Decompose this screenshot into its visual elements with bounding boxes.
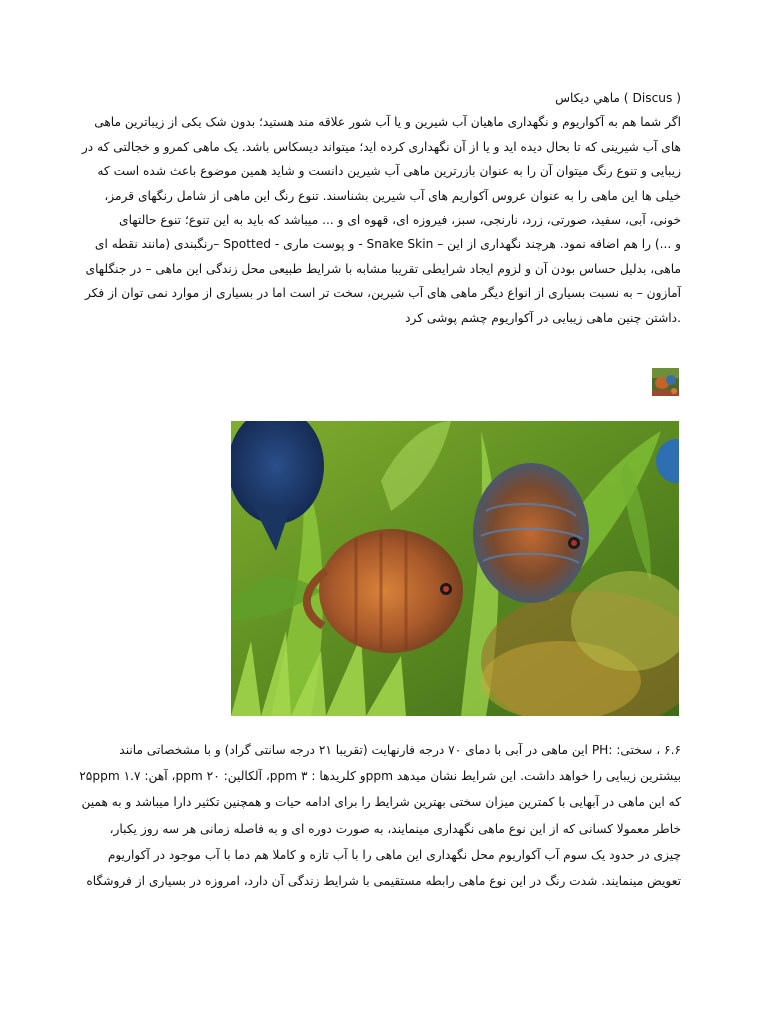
water-conditions-text-block — [79, 737, 681, 894]
paragraph-line: .داشتن چنین ماهی زیبایی در آکواریوم چشم پوشی کرد — [405, 310, 681, 325]
paragraph-line: بیشترین زیبایی را خواهد داشت. این شرایط نشان میدهد ppmو کلریدها : ۳ ppm، آلکالین: ۲۰ ppm، آهن: ۱.۷ ۲۵ppm — [79, 769, 681, 784]
paragraph-line: خونی، آبی، سفید، صورتی، زرد، نارنجی، سبز، فیروزه ای، قهوه ای و ... میباشد که باید به این تنوع؛ تنوع حالتهای — [119, 212, 681, 227]
paragraph-line: تعویض مینمایند. شدت رنگ در این نوع ماهی رابطه مستقیمی با شرایط زندگی آن دارد، امروزه در بسیاری از فروشگاه — [86, 873, 681, 888]
paragraph-line: و ...) را هم اضافه نمود. هرچند نگهداری از این – Snake Skin - و پوست ماری - Spotted –رنگبندی (مانند نقطه ای — [94, 237, 681, 252]
paragraph-line: زیبایی و تنوع رنگ میتوان آن را به عنوان بازرترین ماهی آب شیرین دانست و شاید همین موضوع باعث شده است که — [97, 164, 681, 179]
paragraph-line: آمازون – به نسبت بسیاری از انواع دیگر ماهی های آب شیرین، سخت تر است اما در بسیاری از موارد نمی توان از فکر — [84, 286, 681, 301]
paragraph-line: خاطر معمولا کسانی که از این نوع ماهی نگهداری مینمایند، به صورت دوره ای و به فاصله زمانی هر سه روز یکبار، — [109, 821, 681, 836]
document-title: ( Discus ) ماهي ديكاس — [555, 91, 681, 105]
paragraph-line: چیزی در حدود یک سوم آب آکواریوم محل نگهداری این ماهی را با آب تازه و کاملا هم دما با آب موجود در آکواریوم — [107, 847, 681, 862]
paragraph-line: های آب شیرینی که تا بحال دیده اید و یا از آن نگهداری کرده اید؛ میتواند دیسکاس باشد. یک ماهی کمرو و خجالتی که در — [81, 139, 681, 154]
intro-text-block — [81, 86, 681, 330]
paragraph-line: خیلی ها این ماهی را به عنوان عروس آکواریم های آب شیرین بشناسند. تنوع رنگ این ماهی از شامل رنگهای قرمز، — [104, 188, 681, 203]
paragraph-line: ۶.۶ ، سختی: :PH این ماهی در آبی با دمای ۷۰ درجه فارنهایت (تقریبا ۲۱ درجه سانتی گراد) و با مشخصاتی مانند — [119, 743, 681, 757]
discus-thumbnail-image[interactable] — [652, 368, 679, 396]
discus-aquarium-photo — [231, 421, 679, 716]
paragraph-line: اگر شما هم به آکواریوم و نگهداری ماهیان آب شیرین و یا آب شور علاقه مند هستید؛ بدون شک یکی از زیباترین ماهی — [94, 115, 681, 130]
paragraph-line: که این ماهی در آبهایی با کمترین میزان سختی بهترین شرایط را برای ادامه حیات و همچنین تکثیر دارا میباشد و به همین — [81, 795, 681, 810]
paragraph-line: ماهی، بدلیل حساس بودن آن و لزوم ایجاد شرایطی تقریبا مشابه با شرایط طبیعی محل زندگی این ماهی – در جنگلهای — [85, 261, 681, 276]
